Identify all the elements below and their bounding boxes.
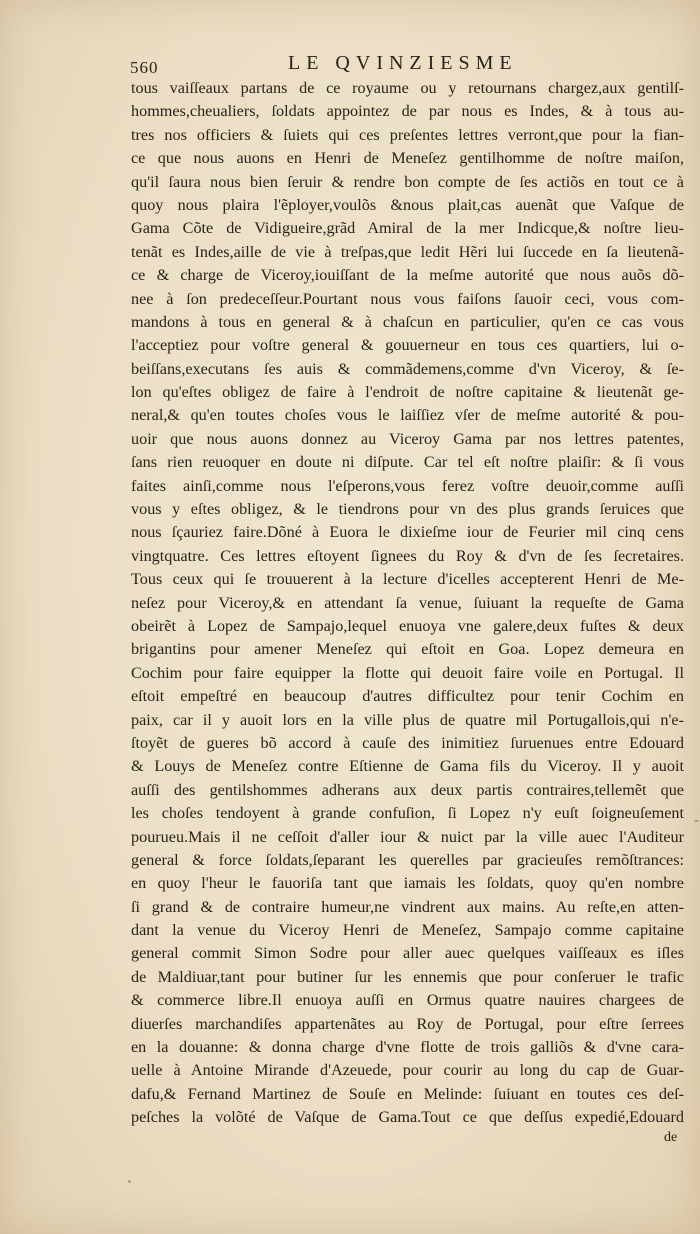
text-line: & Louys de Meneſez contre Eſtienne de Gama fils du Viceroy. Il y auoit [131,757,684,776]
text-line: pourueu.Mais il ne ceſſoit d'aller iour & nuict par la ville auec l'Auditeur [131,827,684,846]
text-line: lon qu'eſtes obligez de faire à l'endroit de noſtre capitaine & lieutenãt ge- [131,383,684,402]
ink-speck [128,1180,131,1183]
text-line: ce & charge de Viceroy,iouiſſant de la meſme autorité que nous auõs dõ- [131,266,684,285]
text-line: neſez pour Viceroy,& en attendant ſa venue, ſuiuant la requeſte de Gama [131,593,684,612]
text-line: uoir que nous auons donnez au Viceroy Gama par nos lettres patentes, [131,429,684,448]
text-line: eſtoit empeſtré en beaucoup d'autres difficultez pour tenir Cochim en [131,687,684,706]
text-line: quoy nous plaira l'ẽployer,voulõs &nous plait,cas auenãt que Vaſque de [131,195,684,214]
text-line: nous ſçauriez faire.Dõné à Euora le dixieſme iour de Feurier mil cinq cens [131,523,684,542]
text-line: en quoy l'heur le fauoriſa tant que iamais les ſoldats, quoy qu'en nombre [131,874,684,893]
text-line: Cochim pour faire equipper la flotte qui deuoit faire voile en Portugal. Il [131,663,684,682]
text-line: ſans rien reuoquer en doute ni diſpute. Car tel eſt noſtre plaiſir: & ſi vous [131,453,684,472]
text-line: vous y eſtes obligez, & le tiendrons pour vn des plus grands ſeruices que [131,500,684,519]
text-line: l'acceptiez pour voſtre general & gouuerneur en tous ces quartiers, lui o- [131,336,684,355]
text-line: les choſes tendoyent à grande confuſion, ſi Lopez n'y euſt ſoigneuſement [131,804,684,823]
text-line: tenãt es Indes,aille de vie à treſpas,que ledit Hẽri lui ſuccede en ſa lieutenã- [131,242,684,261]
text-line: peſches la volõté de Vaſque de Gama.Tout ce que deſſus expedié,Edouard [131,1108,684,1127]
text-line: paix, car il y auoit lors en la ville plus de quatre mil Portugallois,qui n'e- [131,710,684,729]
text-line: auſſi des gentilshommes adherans aux deux partis contraires,tellemẽt que [131,780,684,799]
text-line: Gama Cõte de Vidigueire,grãd Amiral de la mer Indicque,& noſtre lieu- [131,219,684,238]
text-line: & commerce libre.Il enuoya auſſi en Ormus quatre nauires chargees de [131,991,684,1010]
text-line: uelle à Antoine Mirande d'Azeuede, pour courir au long du cap de Guar- [131,1061,684,1080]
text-line: dant la venue du Viceroy Henri de Meneſez, Sampajo comme capitaine [131,921,684,940]
text-line: obeirẽt à Lopez de Sampajo,lequel enuoya vne galere,deux fuſtes & deux [131,616,684,635]
text-line: brigantins pour amener Meneſez qui eſtoit en Goa. Lopez demeura en [131,640,684,659]
running-head: LE QVINZIESME [288,52,518,74]
text-line: ſtoyẽt de gueres bõ accord à cauſe des inimitiez ſuruenues entre Edouard [131,733,684,752]
body-text [131,77,684,1130]
text-line: neral,& qu'en toutes choſes vous le laiſſiez vſer de meſme autorité & pou- [131,406,684,425]
text-line: general commit Simon Sodre pour aller auec quelques vaiſſeaux es iſles [131,944,684,963]
text-line: tres nos officiers & ſuiets qui ces preſentes lettres verront,que pour la fian- [131,125,684,144]
text-line: hommes,cheualiers, ſoldats appointez de par nous es Indes, & à tous au- [131,102,684,121]
text-line: general & force ſoldats,ſeparant les querelles par gracieuſes remõſtrances: [131,850,684,869]
text-line: beiſſans,executans ſes auis & commãdemens,comme d'vn Viceroy, & ſe- [131,359,684,378]
text-line: Tous ceux qui ſe trouuerent à la lecture d'icelles accepterent Henri de Me- [131,570,684,589]
text-line: de Maldiuar,tant pour butiner ſur les ennemis que pour conſeruer le trafic [131,967,684,986]
text-line: nee à ſon predeceſſeur.Pourtant nous vous faiſons ſauoir ceci, vous com- [131,289,684,308]
text-line: dafu,& Fernand Martinez de Souſe en Melinde: ſuiuant en toutes ces deſ- [131,1084,684,1103]
text-line: vingtquatre. Ces lettres eſtoyent ſignees du Roy & d'vn de ſes ſecretaires. [131,546,684,565]
margin-mark [694,820,699,822]
text-line: faites ainſi,comme nous l'eſperons,vous ferez voſtre deuoir,comme auſſi [131,476,684,495]
text-line: diuerſes marchandiſes appartenãtes au Roy de Portugal, pour eſtre ſerrees [131,1014,684,1033]
page-number: 560 [130,58,159,77]
catchword: de [664,1130,678,1145]
text-line: tous vaiſſeaux partans de ce royaume ou y retournans chargez,aux gentilſ- [131,79,684,97]
text-line: qu'il ſaura nous bien ſeruir & rendre bon compte de ſes actiõs en tout ce à [131,172,684,191]
text-line: mandons à tous en general & à chaſcun en particulier, qu'en ce cas vous [131,312,684,331]
text-line: ce que nous auons en Henri de Meneſez gentilhomme de noſtre maiſon, [131,149,684,168]
text-line: en la douanne: & donna charge d'vne flotte de trois galliõs & d'vne cara- [131,1038,684,1057]
text-line: ſi grand & de contraire humeur,ne vindrent aux mains. Au reſte,en atten- [131,897,684,916]
